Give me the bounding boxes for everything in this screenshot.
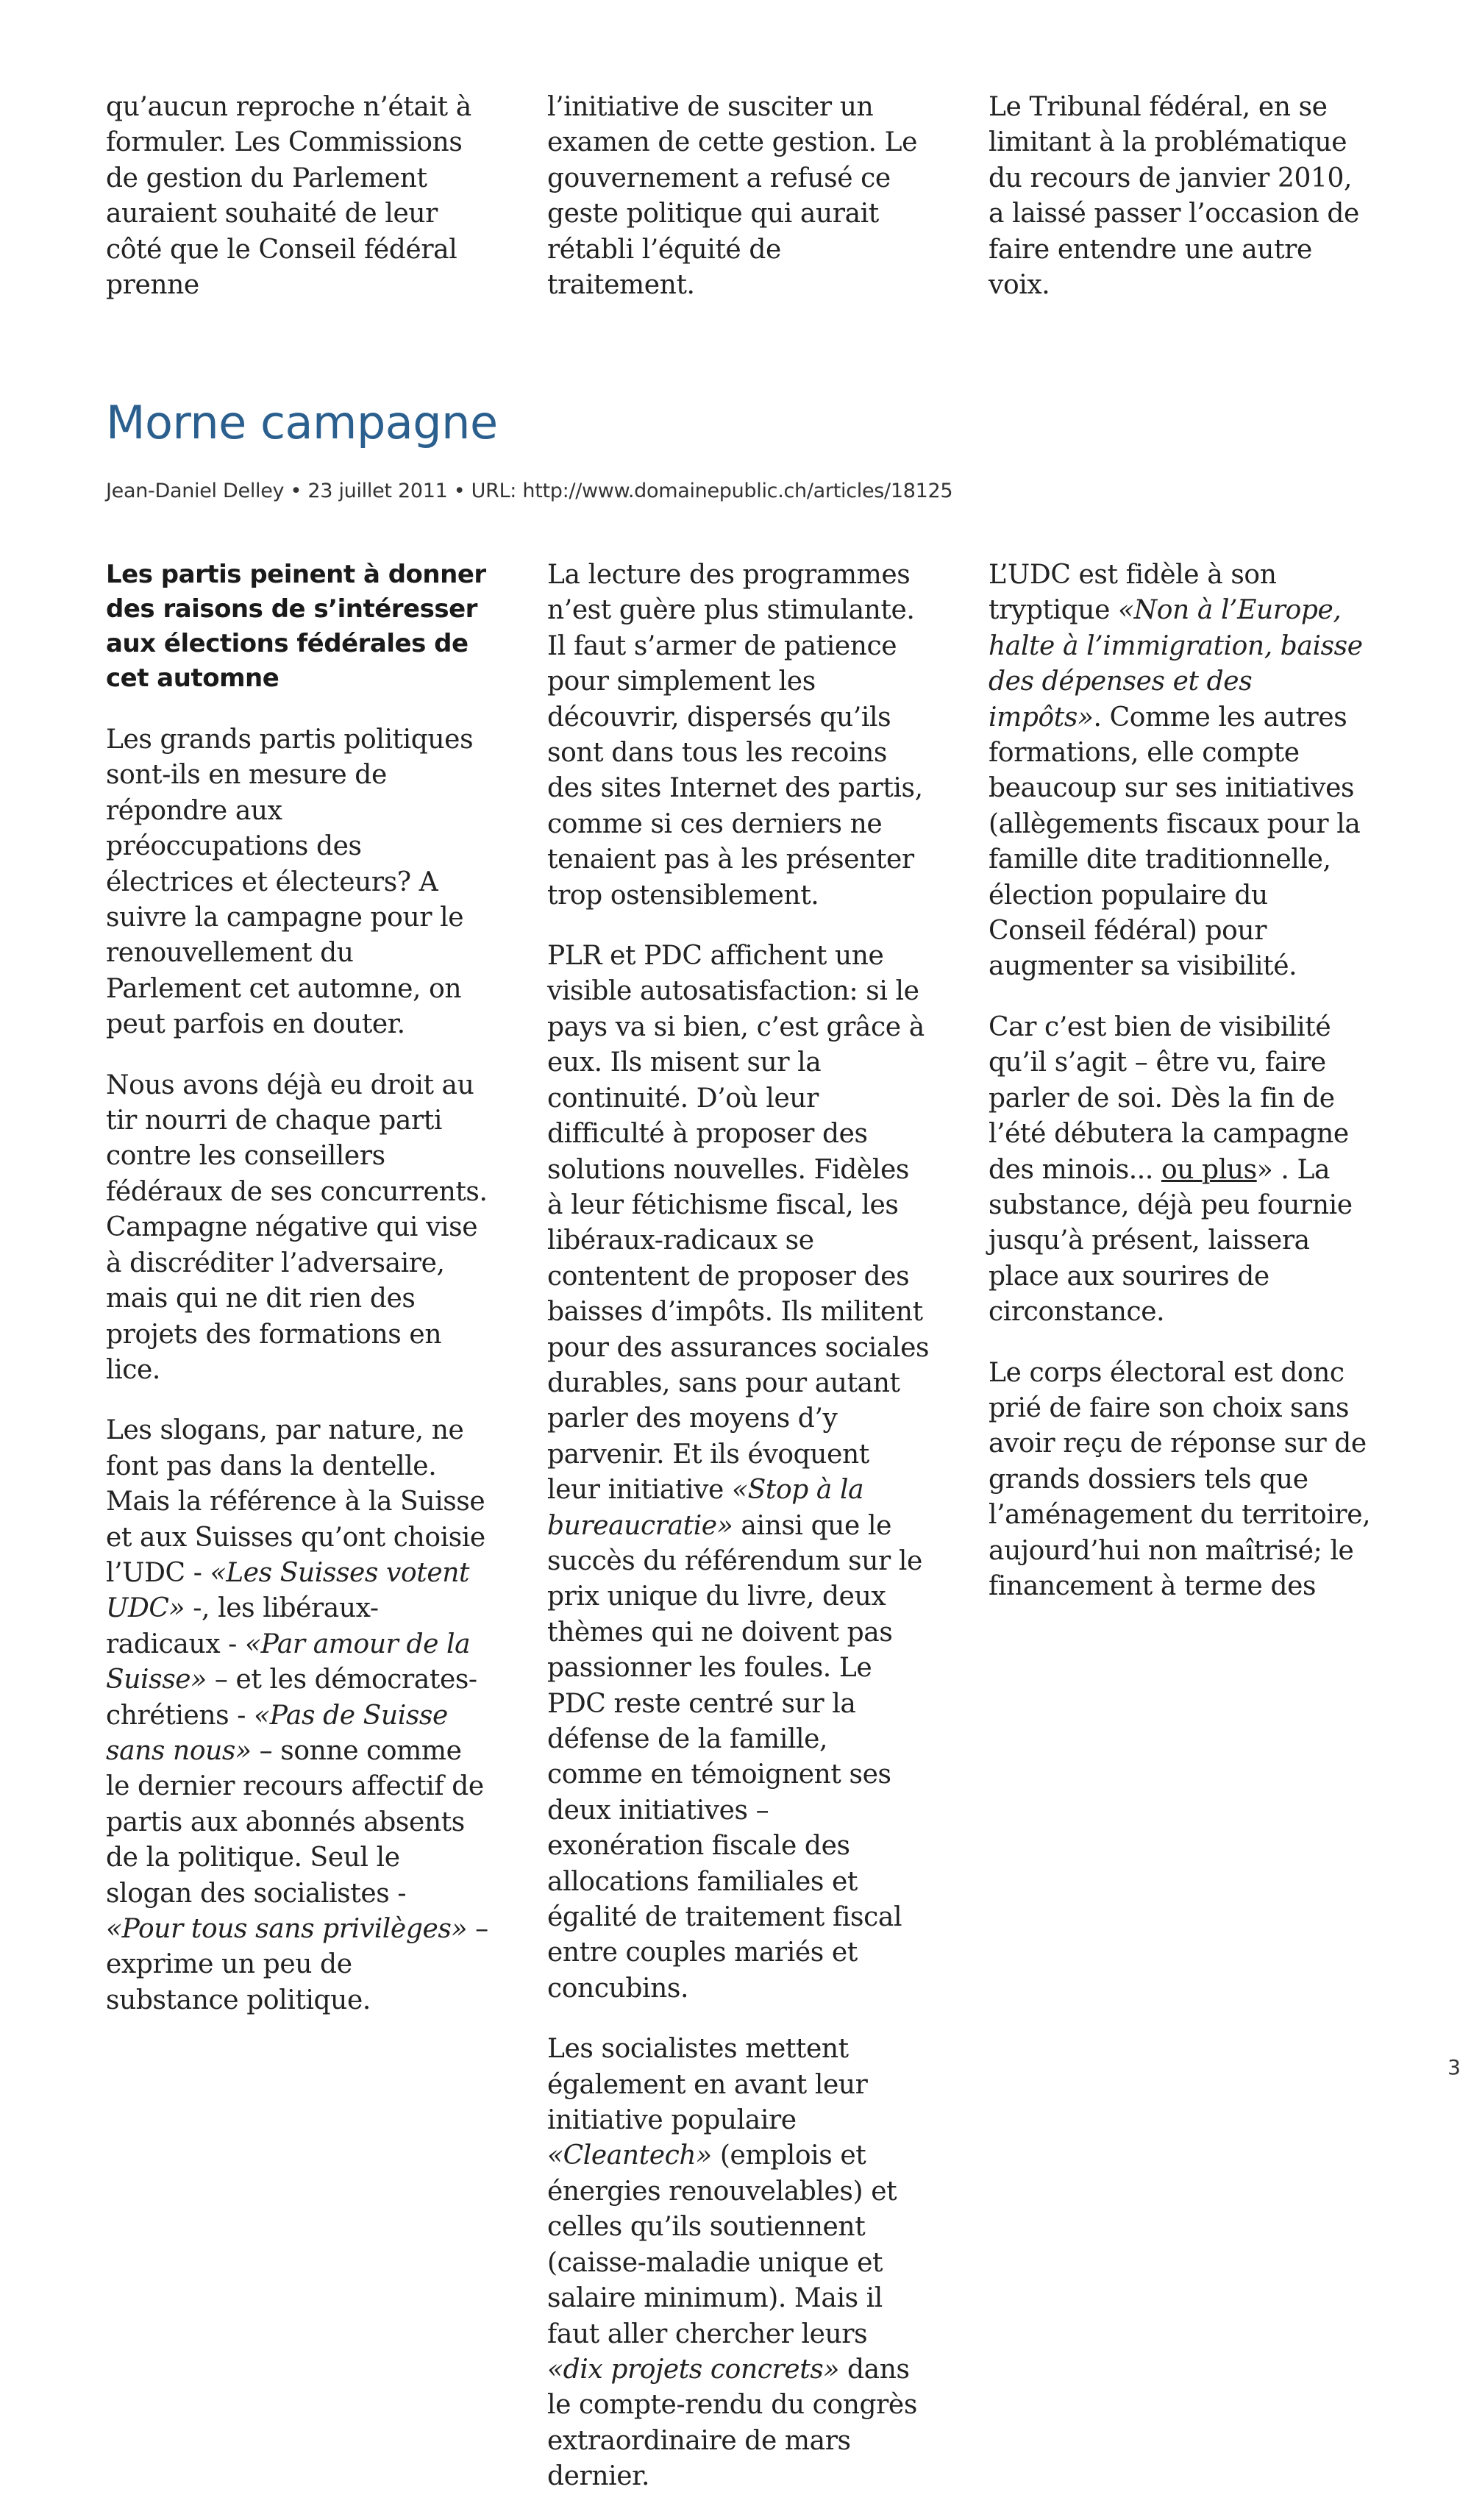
article-column-2 — [547, 558, 930, 2520]
page-number: 3 — [1447, 2055, 1461, 2079]
article-title: Morne campagne — [106, 396, 498, 449]
quote: «Cleantech» — [547, 2140, 712, 2171]
paragraph: l’initiative de susciter un examen de cette gestion. Le gouvernement a refusé ce geste politique qui aurait rétabli l’équité de traitement. — [547, 92, 918, 301]
paragraph: Le Tribunal fédéral, en se limitant à la problématique du recours de janvier 2010, a laissé passer l’occasion de faire entendre une autre voix. — [989, 92, 1359, 301]
quote: «Stop à la bureaucratie» — [547, 1475, 864, 1541]
text: . Comme les autres formations, elle compte beaucoup sur ses initiatives (allègements fiscaux pour la famille dite traditionnelle, élection populaire du Conseil fédéral) pour augmenter sa visibilité. — [989, 702, 1361, 982]
text: – exprime un peu de substance politique. — [106, 1914, 488, 2015]
text: Les slogans, par nature, ne font pas dans la dentelle. Mais la référence à la Suisse et aux Suisses qu’ont choisie l’UDC - — [106, 1415, 485, 1588]
article-column-1 — [106, 558, 488, 2520]
text: -, les libéraux-radicaux - — [106, 1593, 379, 1659]
quote: «Non à l’Europe, halte à l’immigration, baisse des dépenses et des impôts» — [989, 595, 1363, 733]
article-body — [106, 558, 1371, 2520]
paragraph: Nous avons déjà eu droit au tir nourri de chaque parti contre les conseillers fédéraux de ses concurrents. Campagne négative qui vise à discréditer l’adversaire, mais qui ne dit rien des projets des formations en lice. — [106, 1069, 488, 1385]
ou-plus-link[interactable]: ou plus — [1161, 1154, 1257, 1185]
quote: «Les Suisses votent UDC» — [106, 1557, 470, 1624]
paragraph: Les grands partis politiques sont-ils en mesure de répondre aux préoccupations des électrices et électeurs? A suivre la campagne pour le renouvellement du Parlement cet automne, on peut parfois en douter. — [106, 725, 474, 1040]
quote: «dix projets concrets» — [547, 2354, 839, 2385]
paragraph — [989, 558, 1371, 985]
paragraph — [547, 2032, 930, 2494]
paragraph: qu’aucun reproche n’était à formuler. Les Commissions de gestion du Parlement auraient souhaité de leur côté que le Conseil fédéral prenne — [106, 92, 471, 301]
quote: «Pas de Suisse sans nous» — [106, 1700, 448, 1766]
quote: «Par amour de la Suisse» — [106, 1629, 471, 1695]
previous-article-column-2 — [547, 90, 930, 328]
paragraph: La lecture des programmes n’est guère plus stimulante. Il faut s’armer de patience pour simplement les découvrir, dispersés qu’ils sont dans tous les recoins des sites Internet des partis, comme si ces derniers ne tenaient pas à les présenter trop ostensiblement. — [547, 560, 923, 911]
text: Car c’est bien de visibilité qu’il s’agit – être vu, faire parler de soi. Dès la fin de l’été débutera la campagne des minois... — [989, 1011, 1349, 1185]
article-byline: Jean-Daniel Delley • 23 juillet 2011 • URL: http://www.domainepublic.ch/articles/18125 — [106, 480, 953, 502]
quote: «Pour tous sans privilèges» — [106, 1914, 468, 1944]
paragraph: Le corps électoral est donc prié de faire son choix sans avoir reçu de réponse sur de grands dossiers tels que l’aménagement du territoire, aujourd’hui non maîtrisé; le financement à terme des — [989, 1357, 1371, 1601]
paragraph — [989, 1010, 1371, 1331]
article-lead: Les partis peinent à donner des raisons de s’intéresser aux élections fédérales de cet automne — [106, 560, 486, 693]
previous-article-column-3 — [989, 90, 1371, 328]
previous-article-column-1 — [106, 90, 488, 328]
previous-article-tail — [106, 90, 1371, 328]
paragraph — [547, 939, 930, 2007]
text: Les socialistes mettent également en avant leur initiative populaire — [547, 2034, 868, 2136]
article-column-3 — [989, 558, 1371, 2520]
text: dans le compte-rendu du congrès extraordinaire de mars dernier. — [547, 2354, 917, 2492]
paragraph — [106, 1413, 488, 2018]
text: (emplois et énergies renouvelables) et celles qu’ils soutiennent (caisse-maladie unique et salaire minimum). Mais il faut aller chercher leurs — [547, 2140, 897, 2349]
text: ainsi que le succès du référendum sur le prix unique du livre, deux thèmes qui ne doivent pas passionner les foules. Le PDC reste centré sur la défense de la famille, comme en témoignent ses deux initiatives – exonération fiscale des allocations familiales et égalité de traitement fiscal entre couples mariés et concubins. — [547, 1510, 922, 2004]
text: – et les démocrates-chrétiens - — [106, 1665, 477, 1731]
text: » . La substance, déjà peu fournie jusqu’à présent, laissera place aux sourires de circonstance. — [989, 1154, 1353, 1328]
text: L’UDC est fidèle à son tryptique — [989, 560, 1277, 626]
text: PLR et PDC affichent une visible autosatisfaction: si le pays va si bien, c’est grâce à eux. Ils misent sur la continuité. D’où leur difficulté à proposer des solutions nouvelles. Fidèles à leur fétichisme fiscal, les libéraux-radicaux se contentent de proposer des baisses d’impôts. Ils militent pour des assurances sociales durables, sans pour autant parler des moyens d’y parvenir. Et ils évoquent leur initiative — [547, 941, 930, 1506]
text: – sonne comme le dernier recours affectif de partis aux abonnés absents de la politique. Seul le slogan des socialistes - — [106, 1735, 484, 1909]
